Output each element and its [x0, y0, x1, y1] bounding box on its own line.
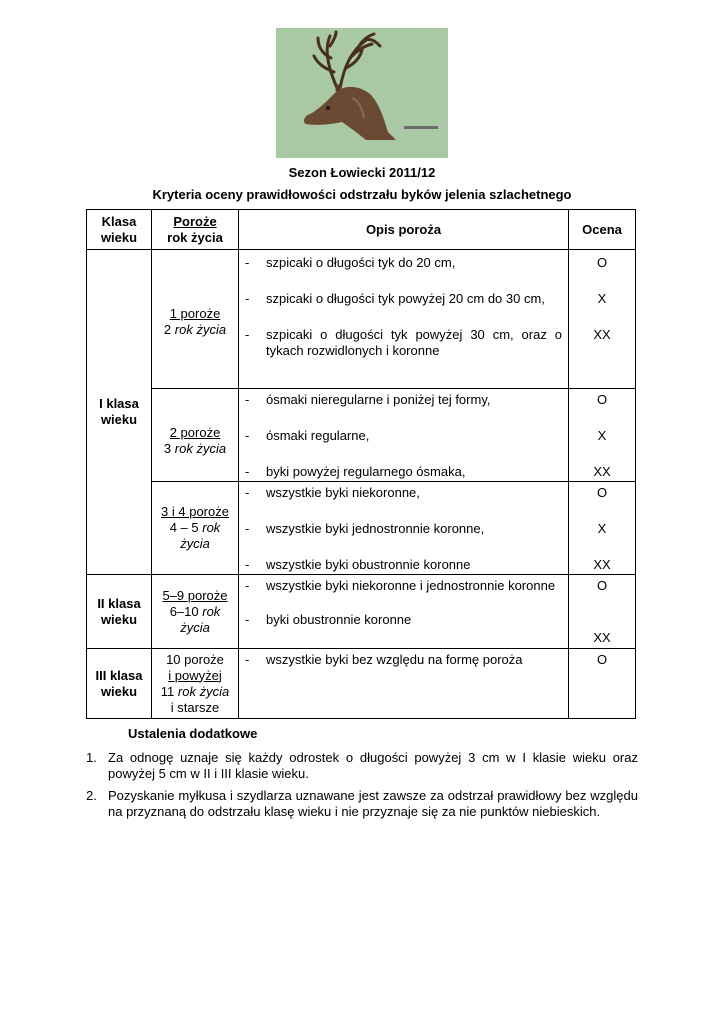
list-item — [239, 575, 568, 594]
list-item — [239, 307, 568, 359]
list-item — [86, 750, 638, 782]
item-text: szpicaki o długości tyk do 20 cm, — [266, 255, 456, 270]
item-text: wszystkie byki niekoronne, — [266, 485, 420, 500]
klasa-label: III klasa — [95, 667, 143, 683]
opis-cell — [239, 389, 569, 482]
klasa-cell — [87, 649, 152, 719]
opis-cell — [239, 250, 569, 389]
table-row — [87, 389, 636, 482]
klasa-label: wieku — [100, 611, 138, 627]
antler-label: i powyżej — [168, 667, 222, 683]
list-item — [239, 444, 568, 480]
ocena-cell — [569, 250, 636, 389]
note-number: 1. — [86, 750, 97, 765]
table-row — [87, 575, 636, 649]
item-text: szpicaki o długości tyk powyżej 30 cm, oraz o tykach rozwidlonych i koronne — [266, 327, 562, 358]
ocena-cell — [569, 649, 636, 719]
ocena-mark: XX — [593, 327, 611, 342]
ocena-mark: O — [596, 255, 608, 270]
ocena-mark: O — [596, 392, 608, 407]
opis-cell — [239, 482, 569, 575]
age-word: rok — [202, 603, 221, 619]
ocena-mark: O — [596, 578, 608, 593]
dash: - — [245, 652, 250, 667]
item-text: szpicaki o długości tyk powyżej 20 cm do 30 cm, — [266, 291, 545, 306]
dash: - — [245, 327, 250, 342]
age-word: rok życia — [174, 441, 227, 456]
list-item — [239, 594, 568, 628]
age-word: rok — [202, 520, 221, 535]
klasa-label: wieku — [100, 683, 138, 699]
ocena-mark: XX — [593, 630, 611, 645]
age-label — [152, 441, 238, 457]
age-label — [152, 322, 238, 338]
age-number: 11 — [160, 683, 175, 699]
table-header-row — [87, 210, 636, 250]
table-row — [87, 482, 636, 575]
item-text: ósmaki regularne, — [266, 428, 370, 443]
notes-list — [86, 750, 638, 826]
list-item — [86, 788, 638, 820]
header-klasa-line2: wieku — [100, 229, 138, 245]
header-opis: Opis poroża — [239, 210, 569, 250]
dash: - — [245, 578, 250, 593]
ocena-mark: XX — [593, 464, 611, 479]
list-item — [239, 501, 568, 537]
season-title: Sezon Łowiecki 2011/12 — [288, 165, 436, 180]
opis-cell — [239, 575, 569, 649]
deer-logo — [276, 28, 448, 158]
dash: - — [245, 392, 250, 407]
list-item — [239, 482, 568, 501]
logo-caption — [404, 126, 438, 129]
antler-label: 1 poroże — [169, 306, 221, 321]
item-text: wszystkie byki jednostronnie koronne, — [266, 521, 485, 536]
dash: - — [245, 557, 250, 572]
klasa-label: II klasa — [97, 595, 141, 611]
age-label — [152, 520, 238, 536]
age-number: 2 — [163, 322, 172, 337]
header-ocena: Ocena — [569, 210, 636, 250]
item-text: wszystkie byki niekoronne i jednostronnie koronne — [266, 578, 556, 593]
klasa-label: I klasa — [99, 396, 139, 411]
ocena-cell — [569, 482, 636, 575]
extra-title: Ustalenia dodatkowe — [128, 726, 258, 741]
dash: - — [245, 612, 250, 627]
age-word: życia — [180, 536, 210, 551]
criteria-table — [86, 209, 636, 719]
klasa-cell — [87, 250, 152, 575]
age-word: rok życia — [177, 683, 230, 699]
age-label — [152, 684, 238, 700]
poroze-cell — [152, 389, 239, 482]
item-text: wszystkie byki obustronnie koronne — [266, 557, 471, 572]
dash: - — [245, 255, 250, 270]
deer-head-icon — [276, 28, 448, 158]
poroze-cell — [152, 649, 239, 719]
item-text: ósmaki nieregularne i poniżej tej formy, — [266, 392, 491, 407]
dash: - — [245, 428, 250, 443]
dash: - — [245, 485, 250, 500]
table-row — [87, 649, 636, 719]
age-word: rok życia — [174, 322, 227, 337]
item-text: byki obustronnie koronne — [266, 612, 412, 627]
antler-label: 5–9 poroże — [162, 587, 228, 603]
header-klasa-line1: Klasa — [101, 213, 137, 229]
header-poroze-line1: Poroże — [173, 213, 217, 229]
age-word: życia — [180, 619, 210, 635]
klasa-label: wieku — [100, 412, 138, 427]
antler-label: 3 i 4 poroże — [161, 504, 229, 519]
item-text: wszystkie byki bez względu na formę poroża — [266, 652, 523, 667]
poroze-cell — [152, 575, 239, 649]
list-item — [239, 389, 568, 408]
table-row — [87, 250, 636, 389]
poroze-cell — [152, 250, 239, 389]
age-extra: i starsze — [170, 699, 220, 715]
antler-label: 2 poroże — [169, 425, 221, 440]
ocena-mark: X — [597, 521, 607, 536]
note-text: Za odnogę uznaje się każdy odrostek o długości powyżej 3 cm w I klasie wieku oraz powyżej 5 cm w II i III klasie wieku. — [108, 750, 638, 781]
list-item — [239, 649, 568, 668]
ocena-mark: O — [596, 652, 608, 667]
header-klasa — [87, 210, 152, 250]
criteria-title: Kryteria oceny prawidłowości odstrzału byków jelenia szlachetnego — [152, 187, 572, 202]
header-poroze-line2: rok życia — [167, 229, 223, 245]
item-text: byki powyżej regularnego ósmaka, — [266, 464, 466, 479]
age-number: 3 — [163, 441, 172, 456]
list-item — [239, 271, 568, 307]
klasa-cell — [87, 575, 152, 649]
poroze-cell — [152, 482, 239, 575]
opis-cell — [239, 649, 569, 719]
ocena-cell — [569, 575, 636, 649]
list-item — [239, 537, 568, 573]
ocena-mark: XX — [593, 557, 611, 572]
ocena-mark: X — [597, 428, 607, 443]
antler-label: 10 poroże — [166, 651, 224, 667]
note-text: Pozyskanie myłkusa i szydlarza uznawane jest zawsze za odstrzał prawidłowy bez względu na przyznaną do odstrzału klasę wieku i nie przyznaje się za nie punktów niebieskich. — [108, 788, 638, 819]
list-item — [239, 408, 568, 444]
dash: - — [245, 464, 250, 479]
ocena-cell — [569, 389, 636, 482]
age-number: 6–10 — [169, 603, 199, 619]
header-poroze — [152, 210, 239, 250]
list-item — [239, 250, 568, 271]
ocena-mark: X — [597, 291, 607, 306]
note-number: 2. — [86, 788, 97, 803]
dash: - — [245, 521, 250, 536]
ocena-mark: O — [596, 485, 608, 500]
age-number: 4 – 5 — [169, 520, 199, 535]
dash: - — [245, 291, 250, 306]
age-label — [152, 604, 238, 620]
